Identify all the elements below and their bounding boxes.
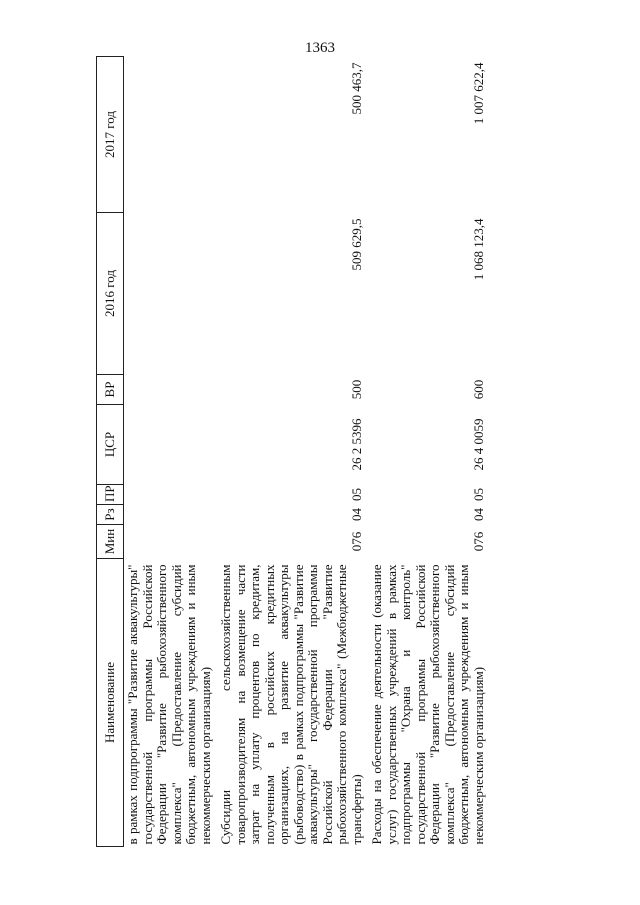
row-csr: 26 4 0059 [470, 418, 486, 471]
table-row [215, 57, 366, 847]
column-header-min: Мин [97, 525, 124, 559]
column-header-2017: 2017 год [97, 57, 124, 213]
column-header-pr: ПР [97, 485, 124, 505]
rotated-table-sheet [96, 57, 596, 847]
row-2017 [124, 57, 216, 213]
row-pr: 05 [470, 488, 486, 501]
row-pr: 05 [348, 488, 364, 501]
column-header-vr: ВР [97, 375, 124, 405]
row-min: 076 [348, 531, 364, 552]
column-header-rz: Рз [97, 505, 124, 525]
row-vr: 600 [470, 379, 486, 400]
row-2016 [124, 213, 216, 375]
row-2016: 509 629,5 [348, 218, 364, 271]
column-header-csr: ЦСР [97, 405, 124, 485]
table-row [366, 57, 488, 847]
column-header-name: Наименование [97, 559, 124, 847]
row-csr [124, 405, 216, 485]
column-header-2016: 2016 год [97, 213, 124, 375]
row-name: в рамках подпрограммы "Развитие аквакультуры" государственной программы Российской Федерации "Развитие рыбохозяйственного комплекса" (Предоставление субсидий бюджетным, автономным учреждениям и иным некоммерческим организациям) [125, 564, 213, 845]
row-vr: 500 [348, 379, 364, 400]
page-number: 1363 [305, 40, 335, 56]
row-2017: 500 463,7 [348, 62, 364, 115]
row-2017: 1 007 622,4 [470, 62, 486, 125]
row-rz: 04 [470, 508, 486, 521]
row-min: 076 [470, 531, 486, 552]
row-pr [124, 485, 216, 505]
row-vr [124, 375, 216, 405]
row-rz: 04 [348, 508, 364, 521]
row-name: Субсидии сельскохозяйственным товаропроизводителям на возмещение части затрат на уплату процентов по кредитам, полученным в российских кредитных организациях, на развитие аквакультуры (рыбоводство) в рамках подпрограммы "Развитие аквакультуры" государственной программы Российской Федерации "Развитие рыбохозяйственного комплекса" (Межбюджетные трансферты) [218, 564, 364, 845]
row-name: Расходы на обеспечение деятельности (оказание услуг) государственных учреждений в рамках подпрограммы "Охрана и контроль" государственной программы Российской Федерации "Развитие рыбохозяйственного комплекса" (Предоставление субсидий бюджетным, автономным учреждениям и иным некоммерческим организациям) [369, 564, 486, 845]
row-csr: 26 2 5396 [348, 418, 364, 471]
table-row [124, 57, 216, 847]
table-header-row [97, 57, 124, 847]
row-rz [124, 505, 216, 525]
row-2016: 1 068 123,4 [470, 218, 486, 281]
budget-table [96, 56, 488, 847]
row-min [124, 525, 216, 559]
